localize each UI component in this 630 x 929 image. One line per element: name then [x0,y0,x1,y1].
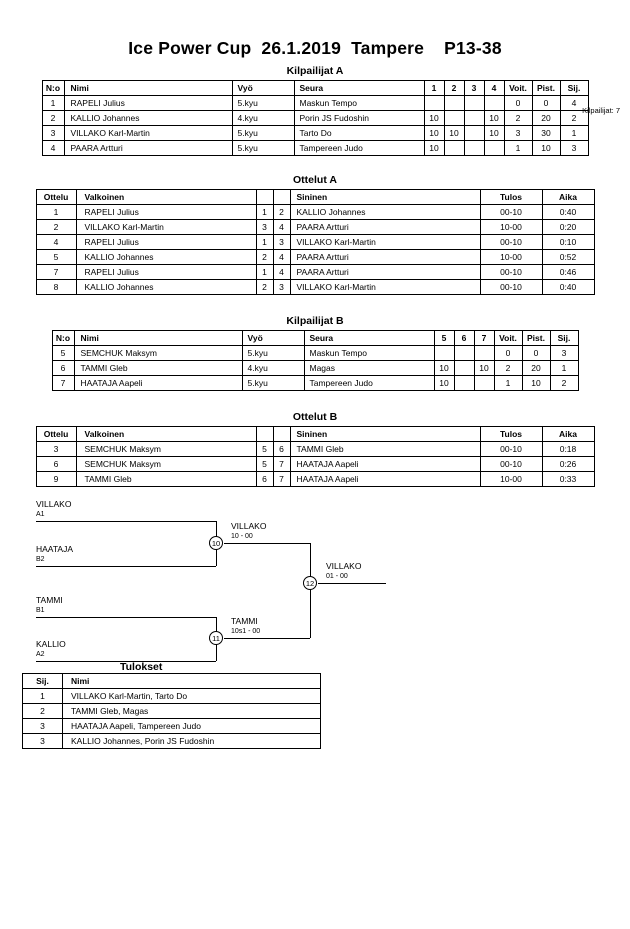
table-row [52,376,578,391]
cell-nimi: VILLAKO Karl-Martin [64,126,232,141]
cell-sininen: VILLAKO Karl-Martin [290,280,480,295]
pool-a-title: Kilpailijat A [286,65,344,77]
cell-aika: 0:52 [542,250,594,265]
cell-vyo: 5.kyu [232,141,294,156]
cell-sininen: VILLAKO Karl-Martin [290,235,480,250]
cell-vyo: 5.kyu [242,376,304,391]
cell-seura: Tarto Do [294,126,424,141]
results-title: Tulokset [120,661,163,673]
col-m7: 7 [474,331,494,346]
cell-m4 [484,96,504,111]
table-row [36,472,594,487]
bracket-line [310,543,311,638]
table-row [42,111,588,126]
cell-valkoinen: KALLIO Johannes [76,280,256,295]
table-header-row [36,427,594,442]
tournament-sheet [0,38,630,929]
table-row [36,457,594,472]
cell-valkoinen: VILLAKO Karl-Martin [76,220,256,235]
table-row [36,220,594,235]
col-seed-blue [273,190,290,205]
cell-ottelu: 6 [36,457,76,472]
pool-b-title: Kilpailijat B [286,315,344,327]
col-sininen: Sininen [290,427,480,442]
col-tulos: Tulos [480,190,542,205]
bracket-match-number: 12 [303,576,317,590]
event-category: P13-38 [444,38,502,58]
col-seed-white [256,427,273,442]
cell-valkoinen: SEMCHUK Maksym [76,442,256,457]
table-row [23,734,321,749]
cell-seed-white: 5 [256,457,273,472]
cell-seed-blue: 4 [273,250,290,265]
cell-no: 2 [42,111,64,126]
matches-b-table [36,426,595,487]
col-seed-white [256,190,273,205]
cell-seed-blue: 3 [273,235,290,250]
cell-voit: 1 [504,141,532,156]
matches-b-title: Ottelut B [292,411,338,423]
cell-valkoinen: SEMCHUK Maksym [76,457,256,472]
pool-a-table [42,80,589,156]
cell-valkoinen: KALLIO Johannes [76,250,256,265]
cell-voit: 2 [504,111,532,126]
cell-m7 [474,376,494,391]
cell-seed-blue: 7 [273,472,290,487]
cell-ottelu: 3 [36,442,76,457]
cell-m1: 10 [424,126,444,141]
col-m1: 1 [424,81,444,96]
col-aika: Aika [542,427,594,442]
cell-seed-white: 1 [256,235,273,250]
bracket-line [224,543,310,544]
cell-sij: 2 [23,704,63,719]
col-sininen: Sininen [290,190,480,205]
cell-tulos: 00-10 [480,235,542,250]
bracket-winner-name: TAMMI [231,616,258,626]
cell-m6 [454,346,474,361]
bracket-line [224,638,310,639]
cell-seed-white: 3 [256,220,273,235]
cell-aika: 0:40 [542,280,594,295]
cell-m3 [464,111,484,126]
cell-nimi: RAPELI Julius [64,96,232,111]
event-name: Ice Power Cup [128,38,252,58]
cell-sininen: HAATAJA Aapeli [290,472,480,487]
cell-vyo: 4.kyu [232,111,294,126]
cell-sij: 2 [550,376,578,391]
cell-aika: 0:20 [542,220,594,235]
cell-valkoinen: TAMMI Gleb [76,472,256,487]
cell-pist: 0 [532,96,560,111]
cell-seed-blue: 7 [273,457,290,472]
competitors-count: Kilpailijat: 7 [582,106,620,115]
matches-a-table [36,189,595,295]
col-m3: 3 [464,81,484,96]
event-city: Tampere [351,38,425,58]
cell-nimi: KALLIO Johannes [64,111,232,126]
cell-pist: 20 [522,361,550,376]
cell-seed-blue: 6 [273,442,290,457]
cell-aika: 0:46 [542,265,594,280]
cell-nimi: PAARA Artturi [64,141,232,156]
col-voit: Voit. [504,81,532,96]
cell-seed-white: 5 [256,442,273,457]
table-row [52,361,578,376]
cell-ottelu: 7 [36,265,76,280]
table-row [36,235,594,250]
cell-vyo: 5.kyu [232,126,294,141]
cell-tulos: 10-00 [480,472,542,487]
cell-nimi: TAMMI Gleb [74,361,242,376]
cell-m5: 10 [434,376,454,391]
col-aika: Aika [542,190,594,205]
cell-sininen: HAATAJA Aapeli [290,457,480,472]
col-no: N:o [52,331,74,346]
cell-sij: 1 [550,361,578,376]
cell-pist: 20 [532,111,560,126]
cell-voit: 3 [504,126,532,141]
cell-sininen: TAMMI Gleb [290,442,480,457]
cell-ottelu: 2 [36,220,76,235]
results-table [22,673,321,749]
event-date: 26.1.2019 [261,38,342,58]
table-row [23,704,321,719]
bracket-score: 10s1 - 00 [231,628,261,635]
cell-aika: 0:18 [542,442,594,457]
cell-no: 1 [42,96,64,111]
bracket-entry-name: HAATAJA [36,544,73,554]
cell-m1 [424,96,444,111]
cell-m5: 10 [434,361,454,376]
cell-tulos: 00-10 [480,442,542,457]
col-seura: Seura [294,81,424,96]
cell-nimi: HAATAJA Aapeli [74,376,242,391]
cell-sij: 1 [560,126,588,141]
table-row [36,265,594,280]
cell-m1: 10 [424,141,444,156]
cell-aika: 0:26 [542,457,594,472]
cell-m6 [454,376,474,391]
cell-pist: 10 [522,376,550,391]
cell-m3 [464,141,484,156]
bracket-entry-name: VILLAKO [36,499,72,509]
cell-m3 [464,96,484,111]
bracket-winner-name: VILLAKO [231,521,267,531]
cell-voit: 0 [494,346,522,361]
col-m6: 6 [454,331,474,346]
col-m4: 4 [484,81,504,96]
col-pist: Pist. [522,331,550,346]
cell-nimi: SEMCHUK Maksym [74,346,242,361]
cell-sij: 3 [23,734,63,749]
cell-aika: 0:40 [542,205,594,220]
cell-no: 6 [52,361,74,376]
cell-tulos: 10-00 [480,220,542,235]
cell-ottelu: 5 [36,250,76,265]
cell-nimi: VILLAKO Karl-Martin, Tarto Do [63,689,321,704]
cell-no: 5 [52,346,74,361]
cell-ottelu: 9 [36,472,76,487]
cell-m2 [444,111,464,126]
col-seura: Seura [304,331,434,346]
cell-seed-blue: 2 [273,205,290,220]
cell-seura: Magas [304,361,434,376]
cell-m5 [434,346,454,361]
table-row [42,126,588,141]
cell-sij: 1 [23,689,63,704]
matches-a-title: Ottelut A [293,174,337,186]
cell-m2 [444,141,464,156]
cell-seed-white: 2 [256,250,273,265]
results-section [0,661,630,749]
table-row [36,250,594,265]
cell-vyo: 5.kyu [232,96,294,111]
cell-voit: 1 [494,376,522,391]
col-vyo: Vyö [242,331,304,346]
cell-valkoinen: RAPELI Julius [76,205,256,220]
cell-m4: 10 [484,111,504,126]
cell-m7 [474,346,494,361]
cell-ottelu: 4 [36,235,76,250]
cell-ottelu: 1 [36,205,76,220]
page-title [0,38,630,59]
bracket-match-number: 10 [209,536,223,550]
col-m5: 5 [434,331,454,346]
bracket-line [36,521,216,522]
col-voit: Voit. [494,331,522,346]
cell-nimi: HAATAJA Aapeli, Tampereen Judo [63,719,321,734]
cell-voit: 0 [504,96,532,111]
table-header-row [42,81,588,96]
table-header-row [52,331,578,346]
cell-sininen: PAARA Artturi [290,250,480,265]
col-nimi: Nimi [74,331,242,346]
col-valkoinen: Valkoinen [76,190,256,205]
table-row [52,346,578,361]
cell-sininen: PAARA Artturi [290,265,480,280]
bracket-entry-name: TAMMI [36,595,63,605]
cell-seura: Maskun Tempo [294,96,424,111]
bracket-entry-seed: B1 [36,607,45,614]
cell-m3 [464,126,484,141]
cell-m2 [444,96,464,111]
cell-sij: 3 [23,719,63,734]
cell-seed-white: 1 [256,265,273,280]
cell-sij: 3 [560,141,588,156]
cell-no: 4 [42,141,64,156]
cell-aika: 0:10 [542,235,594,250]
cell-nimi: TAMMI Gleb, Magas [63,704,321,719]
cell-seed-white: 2 [256,280,273,295]
col-sij: Sij. [560,81,588,96]
table-row [23,689,321,704]
bracket-line [318,583,386,584]
table-row [36,280,594,295]
table-header-row [36,190,594,205]
cell-sij: 3 [550,346,578,361]
cell-m4 [484,141,504,156]
bracket-line [36,566,216,567]
cell-sij: 4 [560,96,588,111]
cell-voit: 2 [494,361,522,376]
cell-m7: 10 [474,361,494,376]
col-vyo: Vyö [232,81,294,96]
col-valkoinen: Valkoinen [76,427,256,442]
cell-aika: 0:33 [542,472,594,487]
cell-sininen: KALLIO Johannes [290,205,480,220]
table-row [36,442,594,457]
cell-m4: 10 [484,126,504,141]
cell-sininen: PAARA Artturi [290,220,480,235]
table-row [36,205,594,220]
cell-seura: Maskun Tempo [304,346,434,361]
cell-seura: Porin JS Fudoshin [294,111,424,126]
table-row [42,96,588,111]
cell-vyo: 5.kyu [242,346,304,361]
cell-nimi: KALLIO Johannes, Porin JS Fudoshin [63,734,321,749]
col-nimi: Nimi [63,674,321,689]
cell-tulos: 00-10 [480,457,542,472]
bracket-entry-seed: A1 [36,511,45,518]
elimination-bracket [0,497,630,657]
cell-tulos: 00-10 [480,280,542,295]
col-sij: Sij. [23,674,63,689]
col-no: N:o [42,81,64,96]
col-sij: Sij. [550,331,578,346]
col-ottelu: Ottelu [36,190,76,205]
table-row [42,141,588,156]
col-m2: 2 [444,81,464,96]
cell-tulos: 00-10 [480,205,542,220]
col-pist: Pist. [532,81,560,96]
cell-no: 3 [42,126,64,141]
cell-sij: 2 [560,111,588,126]
cell-seed-blue: 3 [273,280,290,295]
pool-b-table [52,330,579,391]
cell-pist: 30 [532,126,560,141]
bracket-match-number: 11 [209,631,223,645]
cell-m1: 10 [424,111,444,126]
cell-tulos: 10-00 [480,250,542,265]
table-row [23,719,321,734]
bracket-score: 01 - 00 [326,573,348,580]
col-nimi: Nimi [64,81,232,96]
cell-m6 [454,361,474,376]
cell-ottelu: 8 [36,280,76,295]
bracket-entry-seed: A2 [36,651,45,658]
cell-seed-blue: 4 [273,265,290,280]
cell-tulos: 00-10 [480,265,542,280]
col-ottelu: Ottelu [36,427,76,442]
cell-seed-white: 1 [256,205,273,220]
cell-pist: 0 [522,346,550,361]
bracket-entry-seed: B2 [36,556,45,563]
cell-seed-white: 6 [256,472,273,487]
bracket-score: 10 - 00 [231,533,253,540]
col-tulos: Tulos [480,427,542,442]
cell-seura: Tampereen Judo [294,141,424,156]
cell-m2: 10 [444,126,464,141]
cell-valkoinen: RAPELI Julius [76,235,256,250]
cell-seed-blue: 4 [273,220,290,235]
table-header-row [23,674,321,689]
bracket-entry-name: KALLIO [36,639,66,649]
cell-seura: Tampereen Judo [304,376,434,391]
cell-valkoinen: RAPELI Julius [76,265,256,280]
bracket-line [36,617,216,618]
cell-no: 7 [52,376,74,391]
cell-vyo: 4.kyu [242,361,304,376]
cell-pist: 10 [532,141,560,156]
bracket-line [36,661,216,662]
col-seed-blue [273,427,290,442]
bracket-champion-name: VILLAKO [326,561,362,571]
